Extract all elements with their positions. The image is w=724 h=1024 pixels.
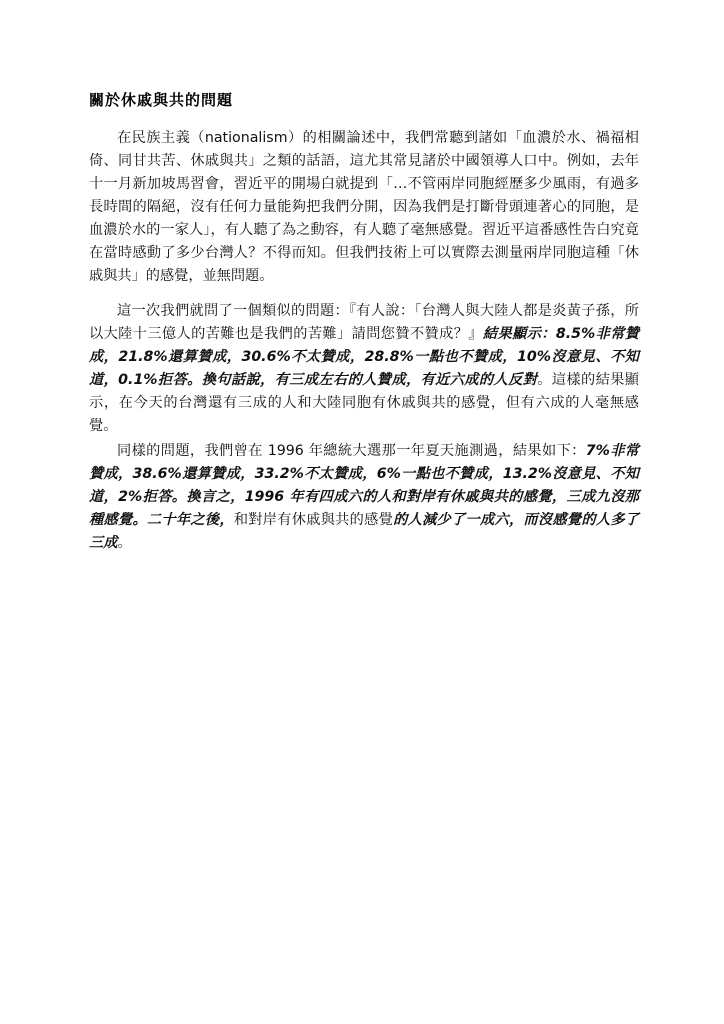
paragraph-3 bbox=[89, 440, 639, 555]
paragraph-3-emphasis-change: 的人減少了一成六，而沒感覺的人多了三成 bbox=[89, 512, 639, 551]
paragraph-1 bbox=[89, 127, 639, 288]
paragraph-2-emphasis-results: 結果顯示：8.5%非常贊成，21.8%還算贊成，30.6%不太贊成，28.8%一點也不贊成，10%沒意見、不知道，0.1%拒答。換句話說，有三成左右的人贊成，有近六成的人反對 bbox=[89, 326, 639, 388]
paragraph-2-text-conclusion: 。這樣的結果顯示，在今天的台灣還有三成的人和大陸同胞有休戚與共的感覺，但有六成的人毫無感覺。 bbox=[89, 372, 639, 434]
paragraph-1-text: 在民族主義（nationalism）的相關論述中，我們常聽到諸如「血濃於水、禍福相倚、同甘共苦、休戚與共」之類的話語，這尤其常見諸於中國領導人口中。例如，去年十一月新加坡馬習會，習近平的開場白就提到「…不管兩岸同胞經歷多少風雨，有過多長時間的隔絕，沒有任何力量能夠把我們分開，因為我們是打斷骨頭連著心的同胞，是血濃於水的一家人」，有人聽了為之動容，有人聽了毫無感覺。習近平這番感性告白究竟在當時感動了多少台灣人？不得而知。但我們技術上可以實際去測量兩岸同胞這種「休戚與共」的感覺，並無問題。 bbox=[89, 130, 639, 284]
paragraph-3-text-intro: 同樣的問題，我們曾在 1996 年總統大選那一年夏天施測過，結果如下： bbox=[117, 443, 586, 459]
paragraph-3-emphasis-results: 7%非常贊成，38.6%還算贊成，33.2%不太贊成，6%一點也不贊成，13.2%沒意見、不知道，2%拒答。換言之，1996 年有四成六的人和對岸有休戚與共的感覺，三成九沒那種感覺。二十年之後， bbox=[89, 443, 639, 528]
document-title: 關於休戚與共的問題 bbox=[89, 91, 234, 109]
paragraph-3-text-middle: 和對岸有休戚與共的感覺 bbox=[233, 512, 394, 528]
paragraph-2-text-intro: 這一次我們就問了一個類似的問題：『有人說：「台灣人與大陸人都是炎黃子孫，所以大陸十三億人的苦難也是我們的苦難」請問您贊不贊成？』 bbox=[89, 303, 639, 342]
paragraph-3-text-end: 。 bbox=[117, 535, 132, 551]
paragraph-2 bbox=[89, 300, 639, 438]
